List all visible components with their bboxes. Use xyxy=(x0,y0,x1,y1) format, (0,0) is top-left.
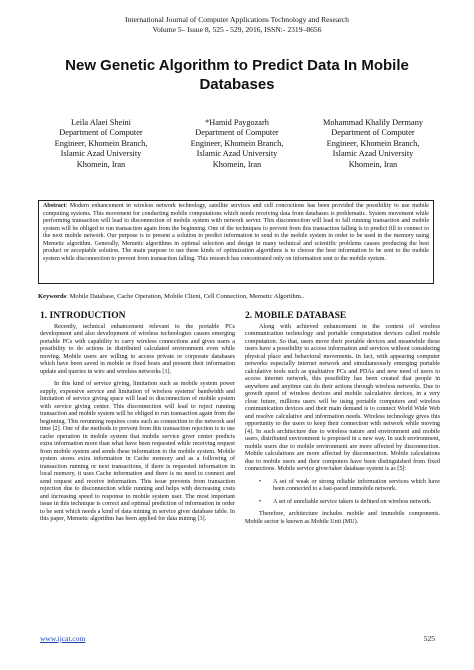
author-affiliation-line: Islamic Azad University xyxy=(332,149,414,159)
section-heading-mobile-database: 2. MOBILE DATABASE xyxy=(245,311,347,321)
bullet-item: • A set of unreliable service takers is defined on wireless network. xyxy=(273,499,440,507)
author-name: *Hamid Paygozarh xyxy=(205,118,269,127)
author-affiliation-line: Engineer, Khomein Branch, xyxy=(190,138,284,148)
abstract-label: Abstract xyxy=(43,203,66,209)
author-name: Leila Alaei Sheini xyxy=(71,118,131,127)
abstract-box xyxy=(38,200,434,284)
author-affiliation-line: Khomein, Iran xyxy=(348,159,398,169)
author-affiliation-line: Islamic Azad University xyxy=(60,149,142,159)
bullet-list xyxy=(245,479,440,507)
author-affiliation-line: Engineer, Khomein Branch, xyxy=(54,138,148,148)
author-block xyxy=(36,118,166,170)
paragraph: Along with achieved enhancement in the context of wireless communication technology and portable computation devices called mobile computation. So that, users move their portable devices and meanwhile these users have a possibility to access information and services without considering physical place and behavioral movements. In fact, with appearing computer networks especially internet network and simultaneously emerging portable calculative tools such as qualitative PCs and PDAs and new need of users to access internet network, this possibility has been created that people in anywhere and anytime can do their actions through wireless networks. Due to growth speed of wireless devices and mobile calculative devices, in a very close future, millions users will be using portable computers and wireless communication devices and their main demand is to connect World Wide Web and resolve calculative and information needs. Wireless technology gives this opportunity to the users to keep their connection with network while moving [4]. In such architecture due to wireless nature and environment and mobile users, distributed environment is proposed in a new way. In such environment, mobile users due to mobile environment are more affected by disconnection. Mobile calculations are more affected by disconnection. Mobile calculations due to mobile users and their computers have been distinguished from fixed connections. Mobile service giver/taker database system is as [5]: xyxy=(245,323,440,472)
author-name: Mohammad Khalily Dermany xyxy=(322,118,423,127)
abstract-text: : Modern enhancement in wireless network technology, satellite services and cell concoctions has been provided the possibility to use mobile computing systems. This movement for conducting mobile computations which needs receiving data from databases is problematic. System movement while performing transaction will lead to disconnection of mobile system with network server. This disconnection will lead to fall running transaction and mobile system will be obliged to run transaction again from the beginning. One of the techniques to prevent from this transaction falling is to predict fill to connect to the next mobile network. Our purpose is to present a solution to predict information to send to the mobile system in order to be used in the memory using Memetic algorithm. Generally, Memetic algorithms in optimal selection and design in many technical and scientific problems causes producing the best product or acceptable solution. The main purpose to use these kinds of optimization algorithms is to choose the best information to be sent to the mobile system while disconnection to prevent from transaction falling. This research has concentrated only on information sent to the mobile system. xyxy=(43,203,429,262)
author-affiliation-line: Engineer, Khomein Branch, xyxy=(326,138,420,148)
author-affiliation-line: Islamic Azad University xyxy=(196,149,278,159)
author-affiliation-line: Department of Computer xyxy=(331,128,415,138)
right-column xyxy=(245,313,440,531)
keywords-label: Keywords xyxy=(38,293,67,300)
section-heading-introduction: 1. INTRODUCTION xyxy=(40,311,126,321)
journal-url-link[interactable]: www.ijcat.com xyxy=(40,634,86,643)
left-column xyxy=(40,313,235,529)
bullet-item: • A set of weak or strong reliable information services which have been connected to a fast-paced immobile network. xyxy=(273,479,440,494)
author-affiliation-line: Department of Computer xyxy=(59,128,143,138)
paper-title: New Genetic Algorithm to Predict Data In Mobile Databases xyxy=(65,57,409,93)
paragraph: In this kind of service giving, limitation such as mobile system power supply, expensive service and limitation of wireless systems' bandwidth and limitation of service giving space will lead to disconnection of mobile system with service giving center. This disconnection will lead to reject running transaction and mobile system will be obliged to run transaction again from the beginning. This rerunning requires costs such as connection to the network and time [2]. One of the methods to prevent from this transaction rejection is to use cache operation in mobile system that mobile service giver center predicts extra information more than what have been requested while receiving request from mobile system and sends these information to the mobile system. Mobile system stores extra information in Cache memory and as a following of transaction running or next transactions, if there is requested information in local memory, it uses Cache information and there is no need to connect and send request and receive information. This issue prevents from transaction rejection due to disconnection while running and helps with decreasing costs and increasing speed to response to mobile system user. The most important issue in this technique is correct and optimal prediction of information in order to be sent which needs a kind of data mining in service giver database table. In this paper, Memetic algorithm has been applied for data mining [3]. xyxy=(40,381,235,522)
journal-volume: Volume 5– Issue 8, 525 - 529, 2016, ISSN:- 2319–8656 xyxy=(152,24,322,34)
journal-header xyxy=(0,15,474,34)
keywords xyxy=(38,293,434,301)
author-affiliation-line: Department of Computer xyxy=(195,128,279,138)
page-number: 525 xyxy=(423,634,435,643)
author-affiliation-line: Khomein, Iran xyxy=(212,159,262,169)
paragraph: Recently, technical enhancement relevant to the portable PCs development and also development of wireless technologies causes emerging portable PCs with capability to carry wireless connections and gives users a possibility to do actions in distributed calculated environment even while moving. Mobile users are willing to access private or corporate databases which have been saved in mobile or fixed hosts and present their information update and queries in wire and wireless networks [1]. xyxy=(40,323,235,375)
author-affiliation-line: Khomein, Iran xyxy=(76,159,126,169)
author-block xyxy=(308,118,438,170)
author-list xyxy=(36,118,438,170)
paragraph: Therefore, architecture includes mobile and immobile components. Mobile sector is known as Mobile Unit (MU). xyxy=(245,511,440,525)
journal-name: International Journal of Computer Applications Technology and Research xyxy=(125,15,349,24)
author-block xyxy=(172,118,302,170)
keywords-text: : Mobile Database, Cache Operation, Mobile Client, Cell Connection, Memetic Algorithm.. xyxy=(66,293,305,300)
